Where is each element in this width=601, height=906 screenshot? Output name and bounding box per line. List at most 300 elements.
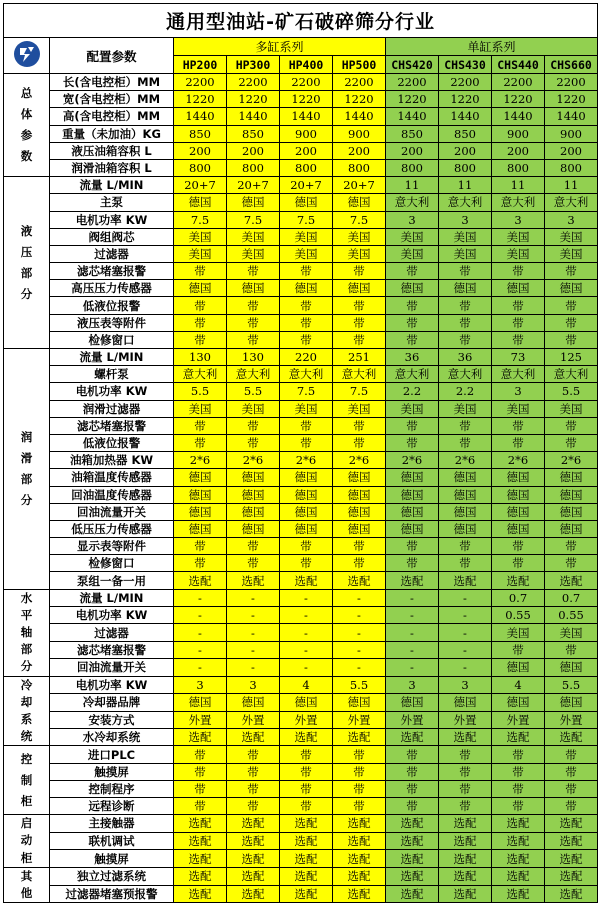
value-cell: 德国 xyxy=(227,486,280,503)
value-cell: 带 xyxy=(492,641,545,658)
value-cell: 36 xyxy=(386,349,439,366)
value-cell: 带 xyxy=(174,297,227,314)
value-cell: 美国 xyxy=(545,228,598,245)
value-cell: 带 xyxy=(280,331,333,348)
value-cell: - xyxy=(333,589,386,606)
value-cell: 选配 xyxy=(174,885,227,903)
row-label: 低液位报警 xyxy=(50,297,174,314)
row-label: 远程诊断 xyxy=(50,798,174,815)
model-header: CHS430 xyxy=(439,56,492,74)
value-cell: 1220 xyxy=(174,91,227,108)
value-cell: 带 xyxy=(492,331,545,348)
value-cell: - xyxy=(333,607,386,624)
model-header: HP400 xyxy=(280,56,333,74)
value-cell: 200 xyxy=(545,142,598,159)
value-cell: 德国 xyxy=(439,503,492,520)
value-cell: 德国 xyxy=(545,469,598,486)
value-cell: 带 xyxy=(386,314,439,331)
value-cell: 选配 xyxy=(439,729,492,746)
value-cell: - xyxy=(333,641,386,658)
row-label: 油箱加热器 KW xyxy=(50,452,174,469)
row-label: 电机功率 KW xyxy=(50,383,174,400)
value-cell: 美国 xyxy=(439,228,492,245)
value-cell: 带 xyxy=(545,297,598,314)
table-row xyxy=(4,125,598,142)
value-cell: - xyxy=(439,589,492,606)
table-row xyxy=(4,641,598,658)
row-label: 控制程序 xyxy=(50,780,174,797)
value-cell: 11 xyxy=(545,177,598,194)
value-cell: 1220 xyxy=(439,91,492,108)
value-cell: 德国 xyxy=(492,503,545,520)
value-cell: - xyxy=(174,607,227,624)
value-cell: 德国 xyxy=(386,280,439,297)
value-cell: 3 xyxy=(174,676,227,693)
section-label-char: 制 xyxy=(20,772,33,787)
value-cell: 带 xyxy=(280,297,333,314)
value-cell: 选配 xyxy=(333,815,386,833)
row-label: 电机功率 KW xyxy=(50,211,174,228)
value-cell: - xyxy=(386,624,439,641)
value-cell: 意大利 xyxy=(174,366,227,383)
value-cell: 美国 xyxy=(386,400,439,417)
value-cell: 带 xyxy=(492,555,545,572)
value-cell: 带 xyxy=(439,763,492,780)
value-cell: 德国 xyxy=(333,503,386,520)
row-label: 检修窗口 xyxy=(50,555,174,572)
value-cell: 外置 xyxy=(174,711,227,728)
value-cell: 1440 xyxy=(545,108,598,125)
table-row xyxy=(4,850,598,868)
value-cell: 选配 xyxy=(333,867,386,885)
value-cell: 选配 xyxy=(439,867,492,885)
value-cell: 选配 xyxy=(386,572,439,589)
value-cell: 5.5 xyxy=(333,676,386,693)
row-label: 独立过滤系统 xyxy=(50,867,174,885)
value-cell: 2*6 xyxy=(492,452,545,469)
value-cell: 外置 xyxy=(333,711,386,728)
value-cell: 选配 xyxy=(174,832,227,850)
model-header: CHS660 xyxy=(545,56,598,74)
value-cell: 0.7 xyxy=(545,589,598,606)
value-cell: 选配 xyxy=(492,572,545,589)
value-cell: 带 xyxy=(333,538,386,555)
value-cell: 选配 xyxy=(439,572,492,589)
row-label: 检修窗口 xyxy=(50,331,174,348)
row-label: 长(含电控柜）MM xyxy=(50,74,174,91)
value-cell: 选配 xyxy=(545,885,598,903)
value-cell: 1220 xyxy=(386,91,439,108)
value-cell: 1440 xyxy=(386,108,439,125)
section-label-char: 参 xyxy=(20,128,33,143)
row-label: 电机功率 KW xyxy=(50,607,174,624)
value-cell: 带 xyxy=(280,417,333,434)
value-cell: 带 xyxy=(545,417,598,434)
value-cell: 德国 xyxy=(439,280,492,297)
value-cell: - xyxy=(386,607,439,624)
value-cell: 选配 xyxy=(492,729,545,746)
section-label-char: 启 xyxy=(20,816,33,831)
value-cell: - xyxy=(280,659,333,676)
value-cell: 选配 xyxy=(439,885,492,903)
value-cell: 选配 xyxy=(280,850,333,868)
value-cell: 选配 xyxy=(280,572,333,589)
value-cell: 意大利 xyxy=(545,366,598,383)
value-cell: 1440 xyxy=(492,108,545,125)
row-label: 滤芯堵塞报警 xyxy=(50,417,174,434)
section-label-char: 压 xyxy=(20,244,33,259)
table-row xyxy=(4,366,598,383)
value-cell: 2200 xyxy=(545,74,598,91)
value-cell: 20+7 xyxy=(227,177,280,194)
value-cell: - xyxy=(333,624,386,641)
value-cell: - xyxy=(227,659,280,676)
value-cell: 带 xyxy=(492,434,545,451)
value-cell: 意大利 xyxy=(386,194,439,211)
row-label: 螺杆泵 xyxy=(50,366,174,383)
value-cell: 选配 xyxy=(227,850,280,868)
value-cell: 2200 xyxy=(439,74,492,91)
value-cell: 德国 xyxy=(174,486,227,503)
model-header: HP200 xyxy=(174,56,227,74)
value-cell: 选配 xyxy=(386,815,439,833)
value-cell: 1440 xyxy=(439,108,492,125)
value-cell: 900 xyxy=(280,125,333,142)
value-cell: 带 xyxy=(333,263,386,280)
value-cell: 带 xyxy=(439,780,492,797)
value-cell: 带 xyxy=(227,763,280,780)
page-title: 通用型油站-矿石破碎筛分行业 xyxy=(4,4,598,38)
value-cell: 2*6 xyxy=(227,452,280,469)
value-cell: - xyxy=(280,641,333,658)
value-cell: - xyxy=(333,659,386,676)
value-cell: 带 xyxy=(386,798,439,815)
value-cell: 带 xyxy=(545,434,598,451)
value-cell: 德国 xyxy=(439,694,492,711)
table-row xyxy=(4,538,598,555)
value-cell: 带 xyxy=(227,798,280,815)
value-cell: 带 xyxy=(227,331,280,348)
value-cell: 带 xyxy=(386,297,439,314)
section-label xyxy=(4,676,50,746)
value-cell: 德国 xyxy=(439,486,492,503)
value-cell: 带 xyxy=(545,263,598,280)
table-row xyxy=(4,676,598,693)
value-cell: 2.2 xyxy=(386,383,439,400)
value-cell: 带 xyxy=(545,314,598,331)
value-cell: 德国 xyxy=(333,520,386,537)
value-cell: 带 xyxy=(227,417,280,434)
value-cell: 选配 xyxy=(386,832,439,850)
value-cell: 带 xyxy=(439,417,492,434)
value-cell: 带 xyxy=(492,746,545,763)
section-label-char: 分 xyxy=(20,492,33,507)
table-row xyxy=(4,694,598,711)
value-cell: 2*6 xyxy=(280,452,333,469)
section-label xyxy=(4,589,50,676)
value-cell: 美国 xyxy=(545,624,598,641)
value-cell: 1440 xyxy=(227,108,280,125)
value-cell: 900 xyxy=(333,125,386,142)
table-row xyxy=(4,177,598,194)
value-cell: 7.5 xyxy=(227,211,280,228)
value-cell: 美国 xyxy=(174,245,227,262)
value-cell: 3 xyxy=(386,676,439,693)
value-cell: 带 xyxy=(492,314,545,331)
value-cell: 带 xyxy=(174,314,227,331)
value-cell: 德国 xyxy=(174,469,227,486)
value-cell: 1440 xyxy=(280,108,333,125)
value-cell: 4 xyxy=(492,676,545,693)
value-cell: 带 xyxy=(333,780,386,797)
value-cell: 外置 xyxy=(545,711,598,728)
value-cell: 带 xyxy=(545,538,598,555)
value-cell: 德国 xyxy=(333,280,386,297)
value-cell: 带 xyxy=(280,555,333,572)
row-label: 低液位报警 xyxy=(50,434,174,451)
value-cell: 德国 xyxy=(386,520,439,537)
value-cell: 7.5 xyxy=(333,211,386,228)
value-cell: 德国 xyxy=(545,659,598,676)
section-label-char: 部 xyxy=(20,642,33,657)
value-cell: 美国 xyxy=(386,228,439,245)
value-cell: 意大利 xyxy=(280,366,333,383)
value-cell: 带 xyxy=(174,798,227,815)
value-cell: 1220 xyxy=(227,91,280,108)
value-cell: 德国 xyxy=(280,520,333,537)
value-cell: 带 xyxy=(439,331,492,348)
value-cell: 选配 xyxy=(439,850,492,868)
value-cell: 5.5 xyxy=(545,383,598,400)
value-cell: 美国 xyxy=(280,228,333,245)
value-cell: 2*6 xyxy=(386,452,439,469)
value-cell: - xyxy=(174,624,227,641)
value-cell: 选配 xyxy=(174,850,227,868)
value-cell: 美国 xyxy=(333,400,386,417)
value-cell: 选配 xyxy=(492,850,545,868)
value-cell: 美国 xyxy=(545,400,598,417)
value-cell: 2.2 xyxy=(439,383,492,400)
value-cell: 德国 xyxy=(227,694,280,711)
table-row xyxy=(4,331,598,348)
value-cell: 美国 xyxy=(280,400,333,417)
value-cell: 800 xyxy=(174,159,227,176)
value-cell: 德国 xyxy=(174,694,227,711)
value-cell: 20+7 xyxy=(174,177,227,194)
table-row xyxy=(4,780,598,797)
row-label: 过滤器 xyxy=(50,624,174,641)
table-row xyxy=(4,417,598,434)
value-cell: 选配 xyxy=(386,885,439,903)
value-cell: 意大利 xyxy=(492,366,545,383)
value-cell: 选配 xyxy=(227,885,280,903)
value-cell: 7.5 xyxy=(333,383,386,400)
value-cell: 美国 xyxy=(492,228,545,245)
row-label: 安装方式 xyxy=(50,711,174,728)
table-row xyxy=(4,729,598,746)
value-cell: 带 xyxy=(439,297,492,314)
table-row xyxy=(4,589,598,606)
section-label-char: 数 xyxy=(20,149,33,164)
value-cell: 德国 xyxy=(545,694,598,711)
value-cell: 73 xyxy=(492,349,545,366)
value-cell: 德国 xyxy=(439,520,492,537)
value-cell: 德国 xyxy=(227,469,280,486)
section-label-char: 却 xyxy=(20,694,33,709)
value-cell: 带 xyxy=(492,297,545,314)
series-multi-header: 多缸系列 xyxy=(174,38,386,56)
value-cell: 选配 xyxy=(227,867,280,885)
table-row xyxy=(4,469,598,486)
value-cell: 带 xyxy=(227,297,280,314)
table-row xyxy=(4,74,598,91)
section-label-char: 部 xyxy=(20,471,33,486)
value-cell: 美国 xyxy=(227,400,280,417)
table-row xyxy=(4,746,598,763)
value-cell: 德国 xyxy=(227,503,280,520)
section-label-char: 其 xyxy=(20,868,33,883)
value-cell: - xyxy=(174,659,227,676)
model-header: CHS420 xyxy=(386,56,439,74)
value-cell: 1440 xyxy=(174,108,227,125)
value-cell: 带 xyxy=(545,746,598,763)
value-cell: - xyxy=(386,641,439,658)
value-cell: 2*6 xyxy=(545,452,598,469)
value-cell: 2200 xyxy=(174,74,227,91)
value-cell: 德国 xyxy=(333,486,386,503)
value-cell: - xyxy=(227,624,280,641)
section-label-char: 轴 xyxy=(20,625,33,640)
value-cell: - xyxy=(386,659,439,676)
value-cell: 德国 xyxy=(280,694,333,711)
value-cell: 选配 xyxy=(492,885,545,903)
value-cell: 德国 xyxy=(545,520,598,537)
table-row xyxy=(4,659,598,676)
value-cell: - xyxy=(280,607,333,624)
value-cell: 7.5 xyxy=(174,211,227,228)
value-cell: 1220 xyxy=(492,91,545,108)
value-cell: 带 xyxy=(174,417,227,434)
value-cell: 7.5 xyxy=(280,383,333,400)
value-cell: 意大利 xyxy=(492,194,545,211)
value-cell: 德国 xyxy=(280,194,333,211)
value-cell: 选配 xyxy=(545,850,598,868)
value-cell: 选配 xyxy=(545,832,598,850)
value-cell: 德国 xyxy=(545,503,598,520)
value-cell: 带 xyxy=(227,314,280,331)
value-cell: 850 xyxy=(386,125,439,142)
value-cell: 德国 xyxy=(227,280,280,297)
value-cell: 选配 xyxy=(492,832,545,850)
value-cell: 带 xyxy=(439,314,492,331)
value-cell: 带 xyxy=(227,434,280,451)
value-cell: 选配 xyxy=(439,832,492,850)
value-cell: 德国 xyxy=(227,194,280,211)
value-cell: 200 xyxy=(333,142,386,159)
value-cell: 带 xyxy=(386,263,439,280)
value-cell: 德国 xyxy=(439,469,492,486)
value-cell: 选配 xyxy=(333,729,386,746)
table-row xyxy=(4,400,598,417)
section-label-char: 控 xyxy=(20,751,33,766)
row-label: 冷却器品牌 xyxy=(50,694,174,711)
value-cell: 德国 xyxy=(386,469,439,486)
value-cell: 带 xyxy=(386,434,439,451)
value-cell: 美国 xyxy=(545,245,598,262)
value-cell: 德国 xyxy=(280,503,333,520)
value-cell: 200 xyxy=(227,142,280,159)
value-cell: 美国 xyxy=(333,245,386,262)
row-label: 过滤器堵塞预报警 xyxy=(50,885,174,903)
value-cell: 选配 xyxy=(492,815,545,833)
table-row xyxy=(4,280,598,297)
table-row xyxy=(4,314,598,331)
value-cell: 900 xyxy=(492,125,545,142)
value-cell: 选配 xyxy=(386,729,439,746)
value-cell: 选配 xyxy=(227,815,280,833)
value-cell: 德国 xyxy=(492,469,545,486)
value-cell: 带 xyxy=(227,555,280,572)
value-cell: 2*6 xyxy=(333,452,386,469)
value-cell: 带 xyxy=(545,798,598,815)
table-row xyxy=(4,867,598,885)
table-row xyxy=(4,832,598,850)
value-cell: 带 xyxy=(333,746,386,763)
value-cell: 选配 xyxy=(174,815,227,833)
table-row xyxy=(4,711,598,728)
table-row xyxy=(4,349,598,366)
table-row xyxy=(4,798,598,815)
value-cell: 带 xyxy=(333,297,386,314)
value-cell: - xyxy=(439,659,492,676)
value-cell: 5.5 xyxy=(545,676,598,693)
value-cell: 带 xyxy=(227,780,280,797)
value-cell: 带 xyxy=(439,798,492,815)
value-cell: 美国 xyxy=(492,245,545,262)
value-cell: 美国 xyxy=(439,245,492,262)
value-cell: 选配 xyxy=(333,832,386,850)
value-cell: 带 xyxy=(386,555,439,572)
value-cell: 德国 xyxy=(492,280,545,297)
value-cell: 200 xyxy=(439,142,492,159)
value-cell: 德国 xyxy=(280,280,333,297)
table-row xyxy=(4,624,598,641)
table-row xyxy=(4,91,598,108)
value-cell: 36 xyxy=(439,349,492,366)
value-cell: 带 xyxy=(386,763,439,780)
table-row xyxy=(4,159,598,176)
value-cell: 美国 xyxy=(227,228,280,245)
value-cell: 带 xyxy=(174,538,227,555)
row-label: 流量 L/MIN xyxy=(50,349,174,366)
value-cell: 3 xyxy=(545,211,598,228)
table-row xyxy=(4,815,598,833)
section-label-char: 冷 xyxy=(20,677,33,692)
value-cell: - xyxy=(439,641,492,658)
value-cell: 251 xyxy=(333,349,386,366)
value-cell: 带 xyxy=(333,763,386,780)
row-label: 进口PLC xyxy=(50,746,174,763)
value-cell: 20+7 xyxy=(333,177,386,194)
table-row xyxy=(4,211,598,228)
value-cell: 带 xyxy=(227,263,280,280)
value-cell: 带 xyxy=(280,314,333,331)
row-label: 流量 L/MIN xyxy=(50,589,174,606)
row-label: 液压表等附件 xyxy=(50,314,174,331)
value-cell: 美国 xyxy=(280,245,333,262)
value-cell: - xyxy=(280,589,333,606)
table-row xyxy=(4,228,598,245)
